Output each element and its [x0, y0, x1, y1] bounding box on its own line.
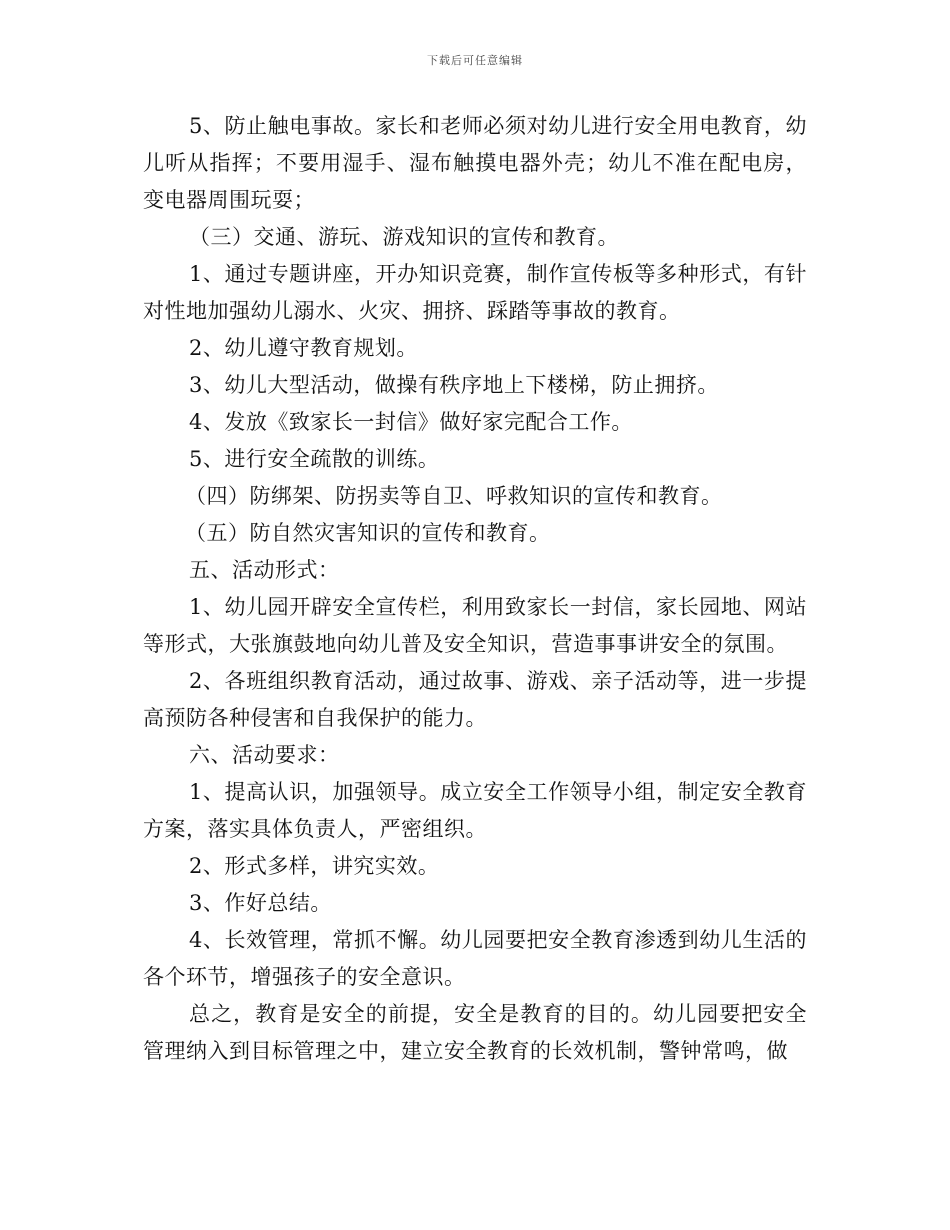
page-header: 下载后可任意编辑 [427, 54, 523, 67]
paragraph-leadership: 1、提高认识，加强领导。成立安全工作领导小组，制定安全教育方案，落实具体负责人，严密组织。 [143, 780, 807, 841]
paragraph-electric-safety: 5、防止触电事故。家长和老师必须对幼儿进行安全用电教育，幼儿听从指挥；不要用湿手、湿布触摸电器外壳；幼儿不准在配电房，变电器周围玩耍； [143, 114, 807, 212]
paragraph-conclusion: 总之，教育是安全的前提，安全是教育的目的。幼儿园要把安全管理纳入到目标管理之中，建立安全教育的长效机制，警钟常鸣，做 [143, 1002, 807, 1063]
paragraph-evacuation: 5、进行安全疏散的训练。 [189, 447, 440, 471]
paragraph-publicity: 1、幼儿园开辟安全宣传栏，利用致家长一封信，家长园地、网站等形式，大张旗鼓地向幼儿普及安全知识，营造事事讲安全的氛围。 [143, 595, 807, 656]
paragraph-lectures: 1、通过专题讲座，开办知识竞赛，制作宣传板等多种形式，有针对性地加强幼儿溺水、火灾、拥挤、踩踏等事故的教育。 [143, 262, 807, 323]
document-body [143, 108, 807, 1070]
paragraph-long-term: 4、长效管理，常抓不懈。幼儿园要把安全教育渗透到幼儿生活的各个环节，增强孩子的安全意识。 [143, 928, 807, 989]
section-heading-requirements: 六、活动要求： [189, 743, 340, 767]
paragraph-forms: 2、形式多样，讲究实效。 [189, 854, 440, 878]
paragraph-stairs: 3、幼儿大型活动，做操有秩序地上下楼梯，防止拥挤。 [189, 373, 719, 397]
section-heading-kidnapping: （四）防绑架、防拐卖等自卫、呼救知识的宣传和教育。 [185, 484, 723, 508]
section-heading-traffic: （三）交通、游玩、游戏知识的宣传和教育。 [189, 225, 619, 249]
paragraph-letter: 4、发放《致家长一封信》做好家完配合工作。 [189, 410, 633, 434]
paragraph-class-activities: 2、各班组织教育活动，通过故事、游戏、亲子活动等，进一步提高预防各种侵害和自我保护的能力。 [143, 669, 807, 730]
paragraph-rules: 2、幼儿遵守教育规划。 [189, 336, 418, 360]
section-heading-activity-forms: 五、活动形式： [189, 558, 340, 582]
section-heading-disasters: （五）防自然灾害知识的宣传和教育。 [185, 521, 551, 545]
paragraph-summary: 3、作好总结。 [189, 891, 332, 915]
